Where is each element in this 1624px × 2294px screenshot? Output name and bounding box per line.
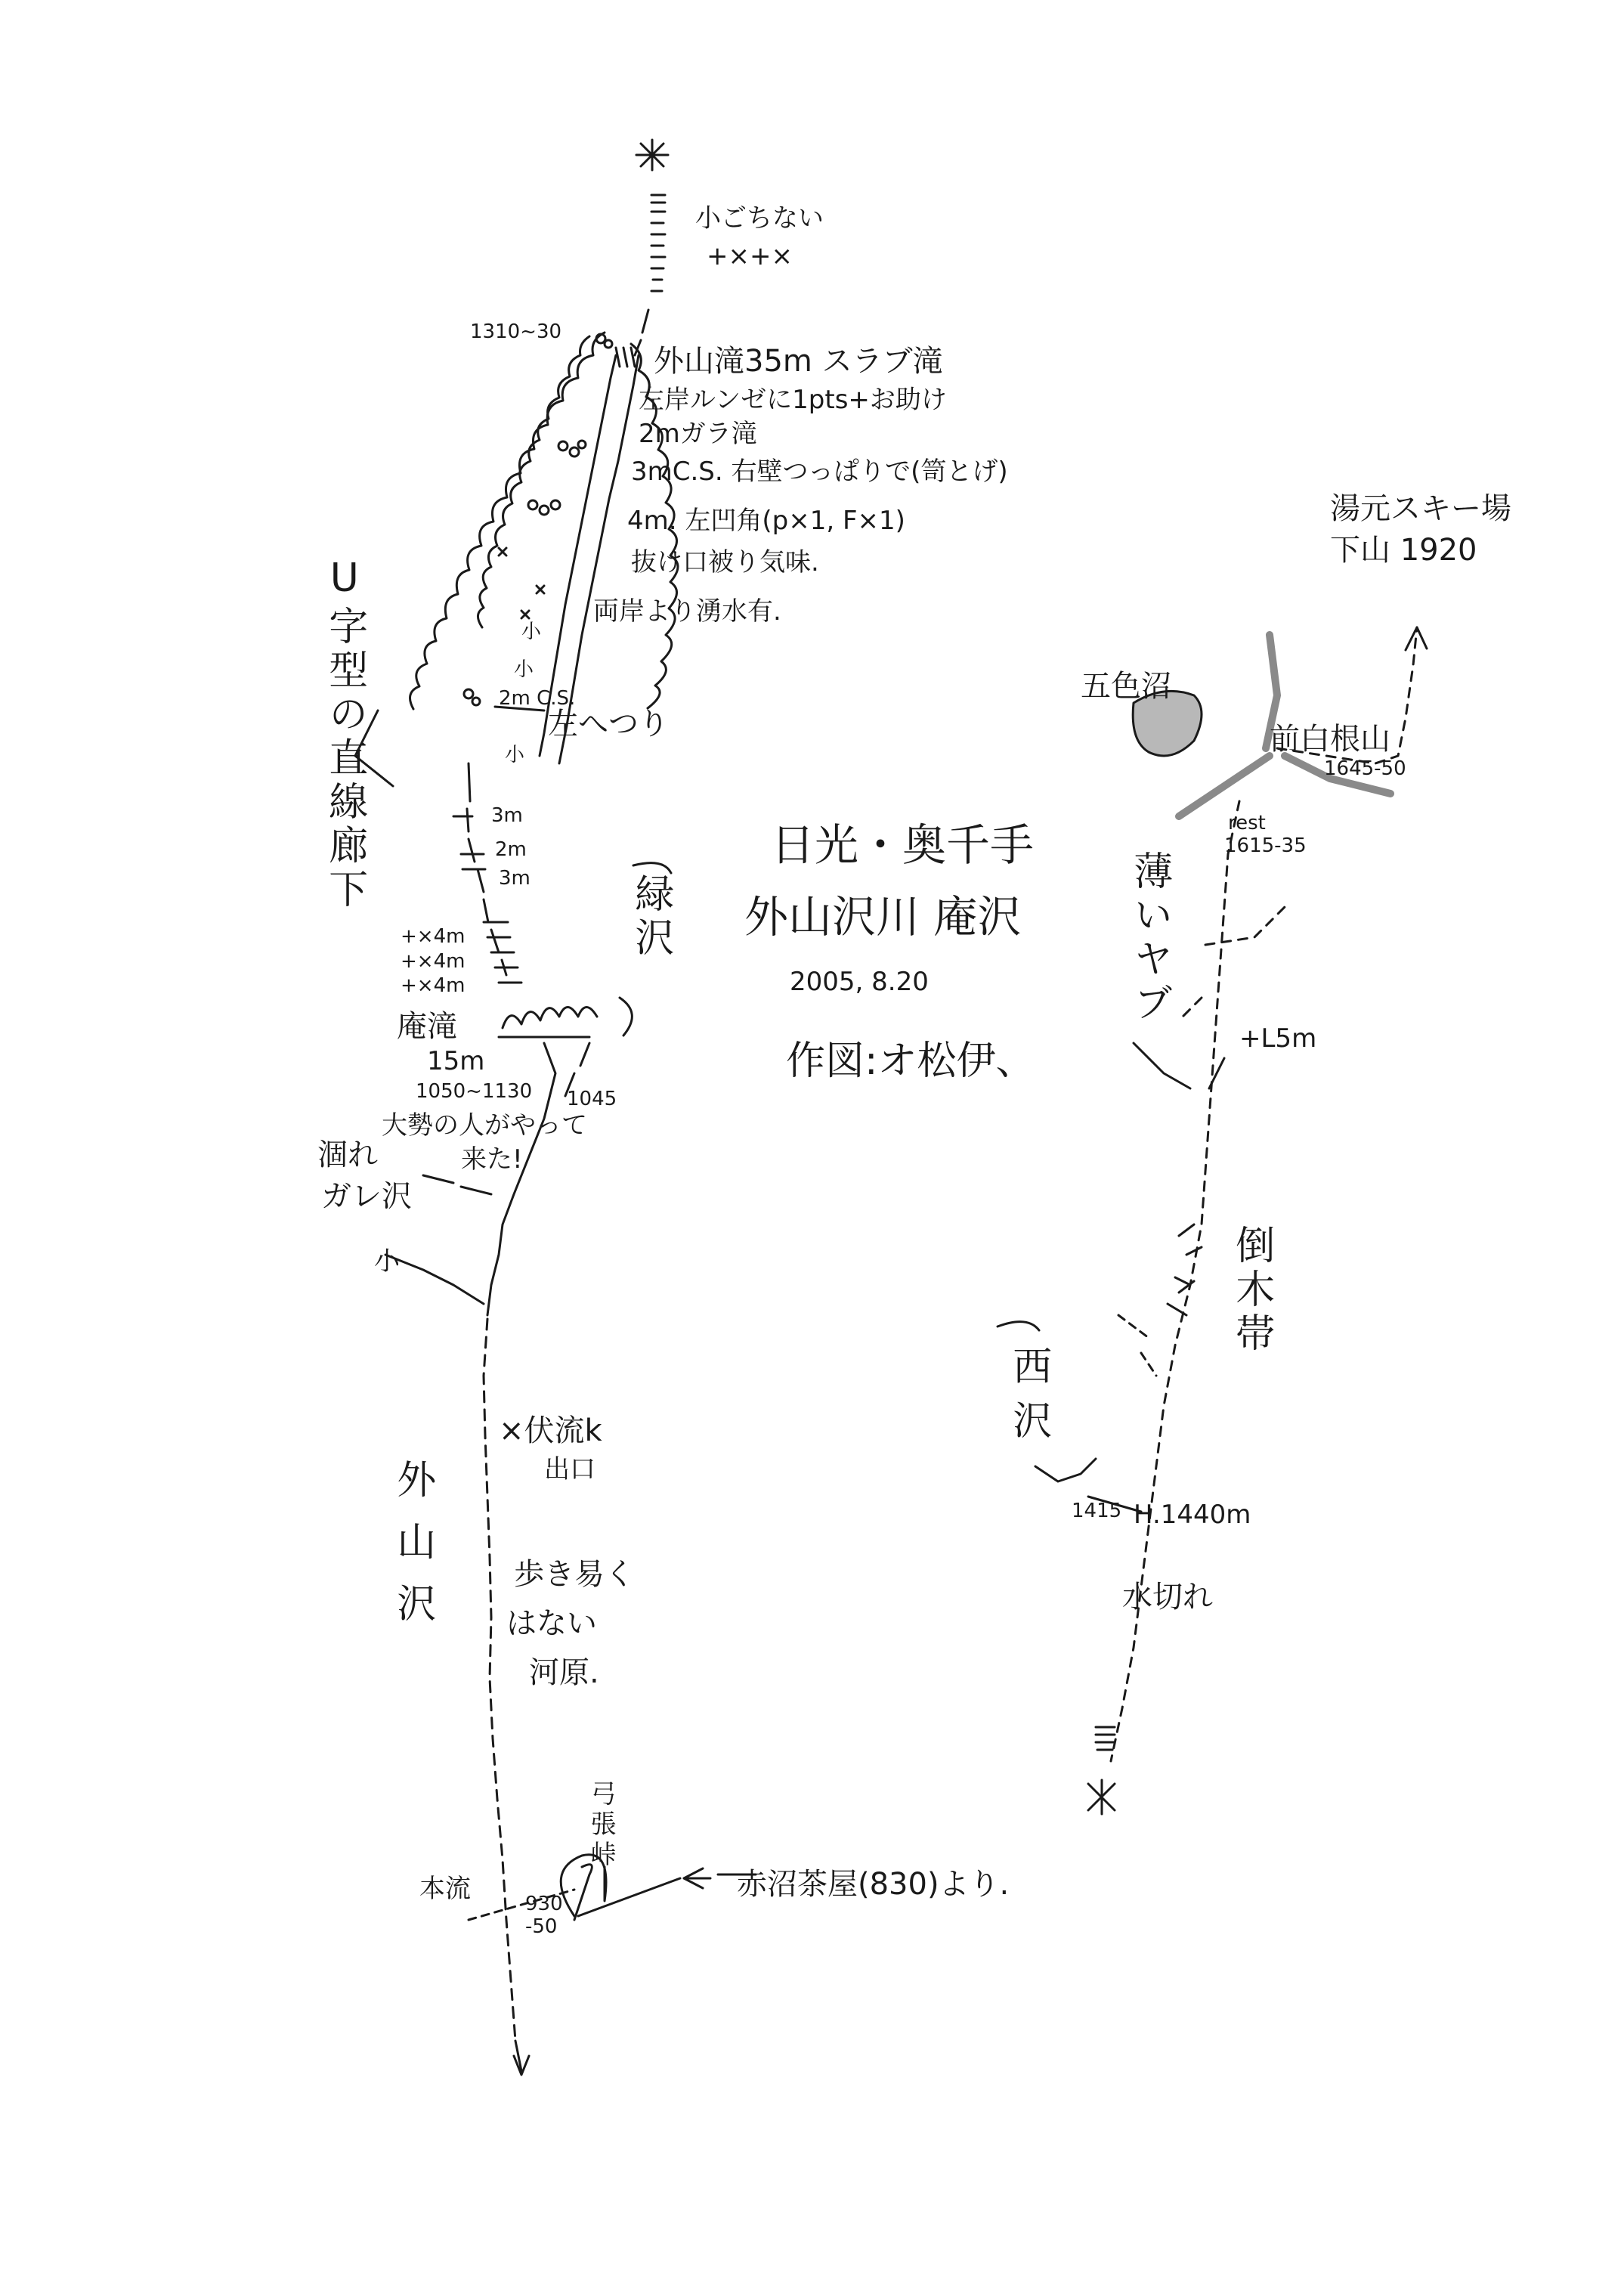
traverse-label: 左へつり <box>548 707 669 741</box>
fukuryu-1: 出口 <box>544 1454 595 1484</box>
fall-label-4: 4m. 左凹角(p×1, F×1) <box>627 506 905 536</box>
easy-walk-1: はない <box>506 1606 597 1641</box>
pond-label: 五色沼 <box>1081 669 1171 704</box>
note-steps: +×+× <box>707 241 793 271</box>
an-falls-symbol <box>499 1008 597 1038</box>
time-930: 930 <box>525 1893 563 1915</box>
title-date: 2005, 8.20 <box>790 967 929 997</box>
waterfall-2m: 2m C.S. <box>499 687 576 710</box>
mark-x-0: 小 <box>521 621 542 643</box>
water-end-label: 水切れ <box>1122 1580 1213 1614</box>
yabu-branch-1 <box>1179 907 1285 1020</box>
step-series-1: +×4m <box>401 950 466 973</box>
ski-area-descent: 下山 1920 <box>1330 533 1477 568</box>
title-route: 外山沢川 庵沢 <box>744 891 1022 943</box>
small-branch-left <box>385 1255 484 1304</box>
small-step-1: 2m <box>495 838 527 861</box>
fall-label-1: 左岸ルンゼに1pts+お助け <box>639 385 947 415</box>
note-chigo: 小ごちない <box>695 203 824 234</box>
peak-label: 前白根山 <box>1270 722 1390 757</box>
step-series-2: +×4m <box>401 974 466 997</box>
kare-sawa-branch <box>423 1175 491 1194</box>
fallen-tree-marks <box>1168 1224 1202 1315</box>
main-stream-label: 外山沢 <box>389 1459 435 1645</box>
ski-area-label: 湯元スキー場 <box>1330 491 1511 526</box>
teahouse-label: 赤沼茶屋(830)より. <box>737 1867 1010 1902</box>
kare-sawa-0: 涸れ <box>317 1138 378 1172</box>
nishi-sawa-curve <box>998 1322 1039 1330</box>
yumihari-pass-trail <box>561 1855 680 1920</box>
main-stream-arrow <box>514 2041 529 2075</box>
crowd-note-1: 来た! <box>461 1144 523 1175</box>
fukuryu-0: ×伏流k <box>499 1413 602 1448</box>
title-area: 日光・奥千手 <box>771 819 1035 871</box>
small-step-2: 3m <box>499 867 531 890</box>
time-930-50: -50 <box>525 1915 558 1938</box>
nishi-sawa-label: 西沢 <box>1005 1345 1051 1454</box>
kare-sawa-1: ガレ沢 <box>321 1179 412 1214</box>
gorge-label: U字型の直線廊下 <box>321 556 367 912</box>
rest-time: 1615-35 <box>1224 834 1307 857</box>
yabu-branch-2 <box>1134 1043 1224 1088</box>
an-falls-time: 1050~1130 <box>416 1080 533 1103</box>
fall-label-6: 両岸より湧水有. <box>593 596 781 627</box>
confluence-label: 本流 <box>419 1874 471 1904</box>
spot-label: +L5m <box>1239 1023 1317 1054</box>
an-falls-name: 庵滝 <box>397 1009 457 1044</box>
fall-label-5: 抜け口被り気味. <box>631 547 819 577</box>
pass-label: 弓張峠 <box>586 1780 617 1871</box>
title-author: 作図:オ松伊、 <box>786 1039 1035 1084</box>
peak-time: 1645-50 <box>1324 757 1406 780</box>
mark-x-1: 小 <box>514 658 534 681</box>
elevation-label: H.1440m <box>1134 1500 1251 1530</box>
easy-walk-0: 歩き易く <box>514 1557 635 1592</box>
time-1310: 1310~30 <box>470 320 562 343</box>
time-1415: 1415 <box>1072 1500 1122 1522</box>
upper-stream-dashes <box>635 195 665 355</box>
midori-sawa-label: 緑沢 <box>627 873 673 961</box>
crowd-note-0: 大勢の人がやって <box>382 1110 587 1141</box>
yabu-branch-3 <box>1118 1315 1156 1376</box>
an-falls-height: 15m <box>427 1046 485 1076</box>
fallen-trees-label: 倒木帯 <box>1228 1224 1274 1356</box>
fall-label-3: 3mC.S. 右壁つっぱりで(笥とげ) <box>631 457 1008 487</box>
rest-label: rest <box>1228 812 1266 834</box>
fall-label-0: 外山滝35m スラブ滝 <box>654 344 943 379</box>
top-x-marker-left <box>636 140 668 170</box>
mark-x-2: 小 <box>505 744 525 766</box>
easy-walk-2: 河原. <box>529 1655 599 1690</box>
step-series-0: +×4m <box>401 925 466 948</box>
fall-label-2: 2mガラ滝 <box>639 419 757 449</box>
time-1045: 1045 <box>567 1088 617 1110</box>
bottom-marks-right <box>1088 1727 1115 1814</box>
small-step-0: 3m <box>491 804 523 827</box>
yabu-label: 薄いヤブ <box>1126 850 1172 1026</box>
mark-small: 小 <box>374 1246 400 1277</box>
